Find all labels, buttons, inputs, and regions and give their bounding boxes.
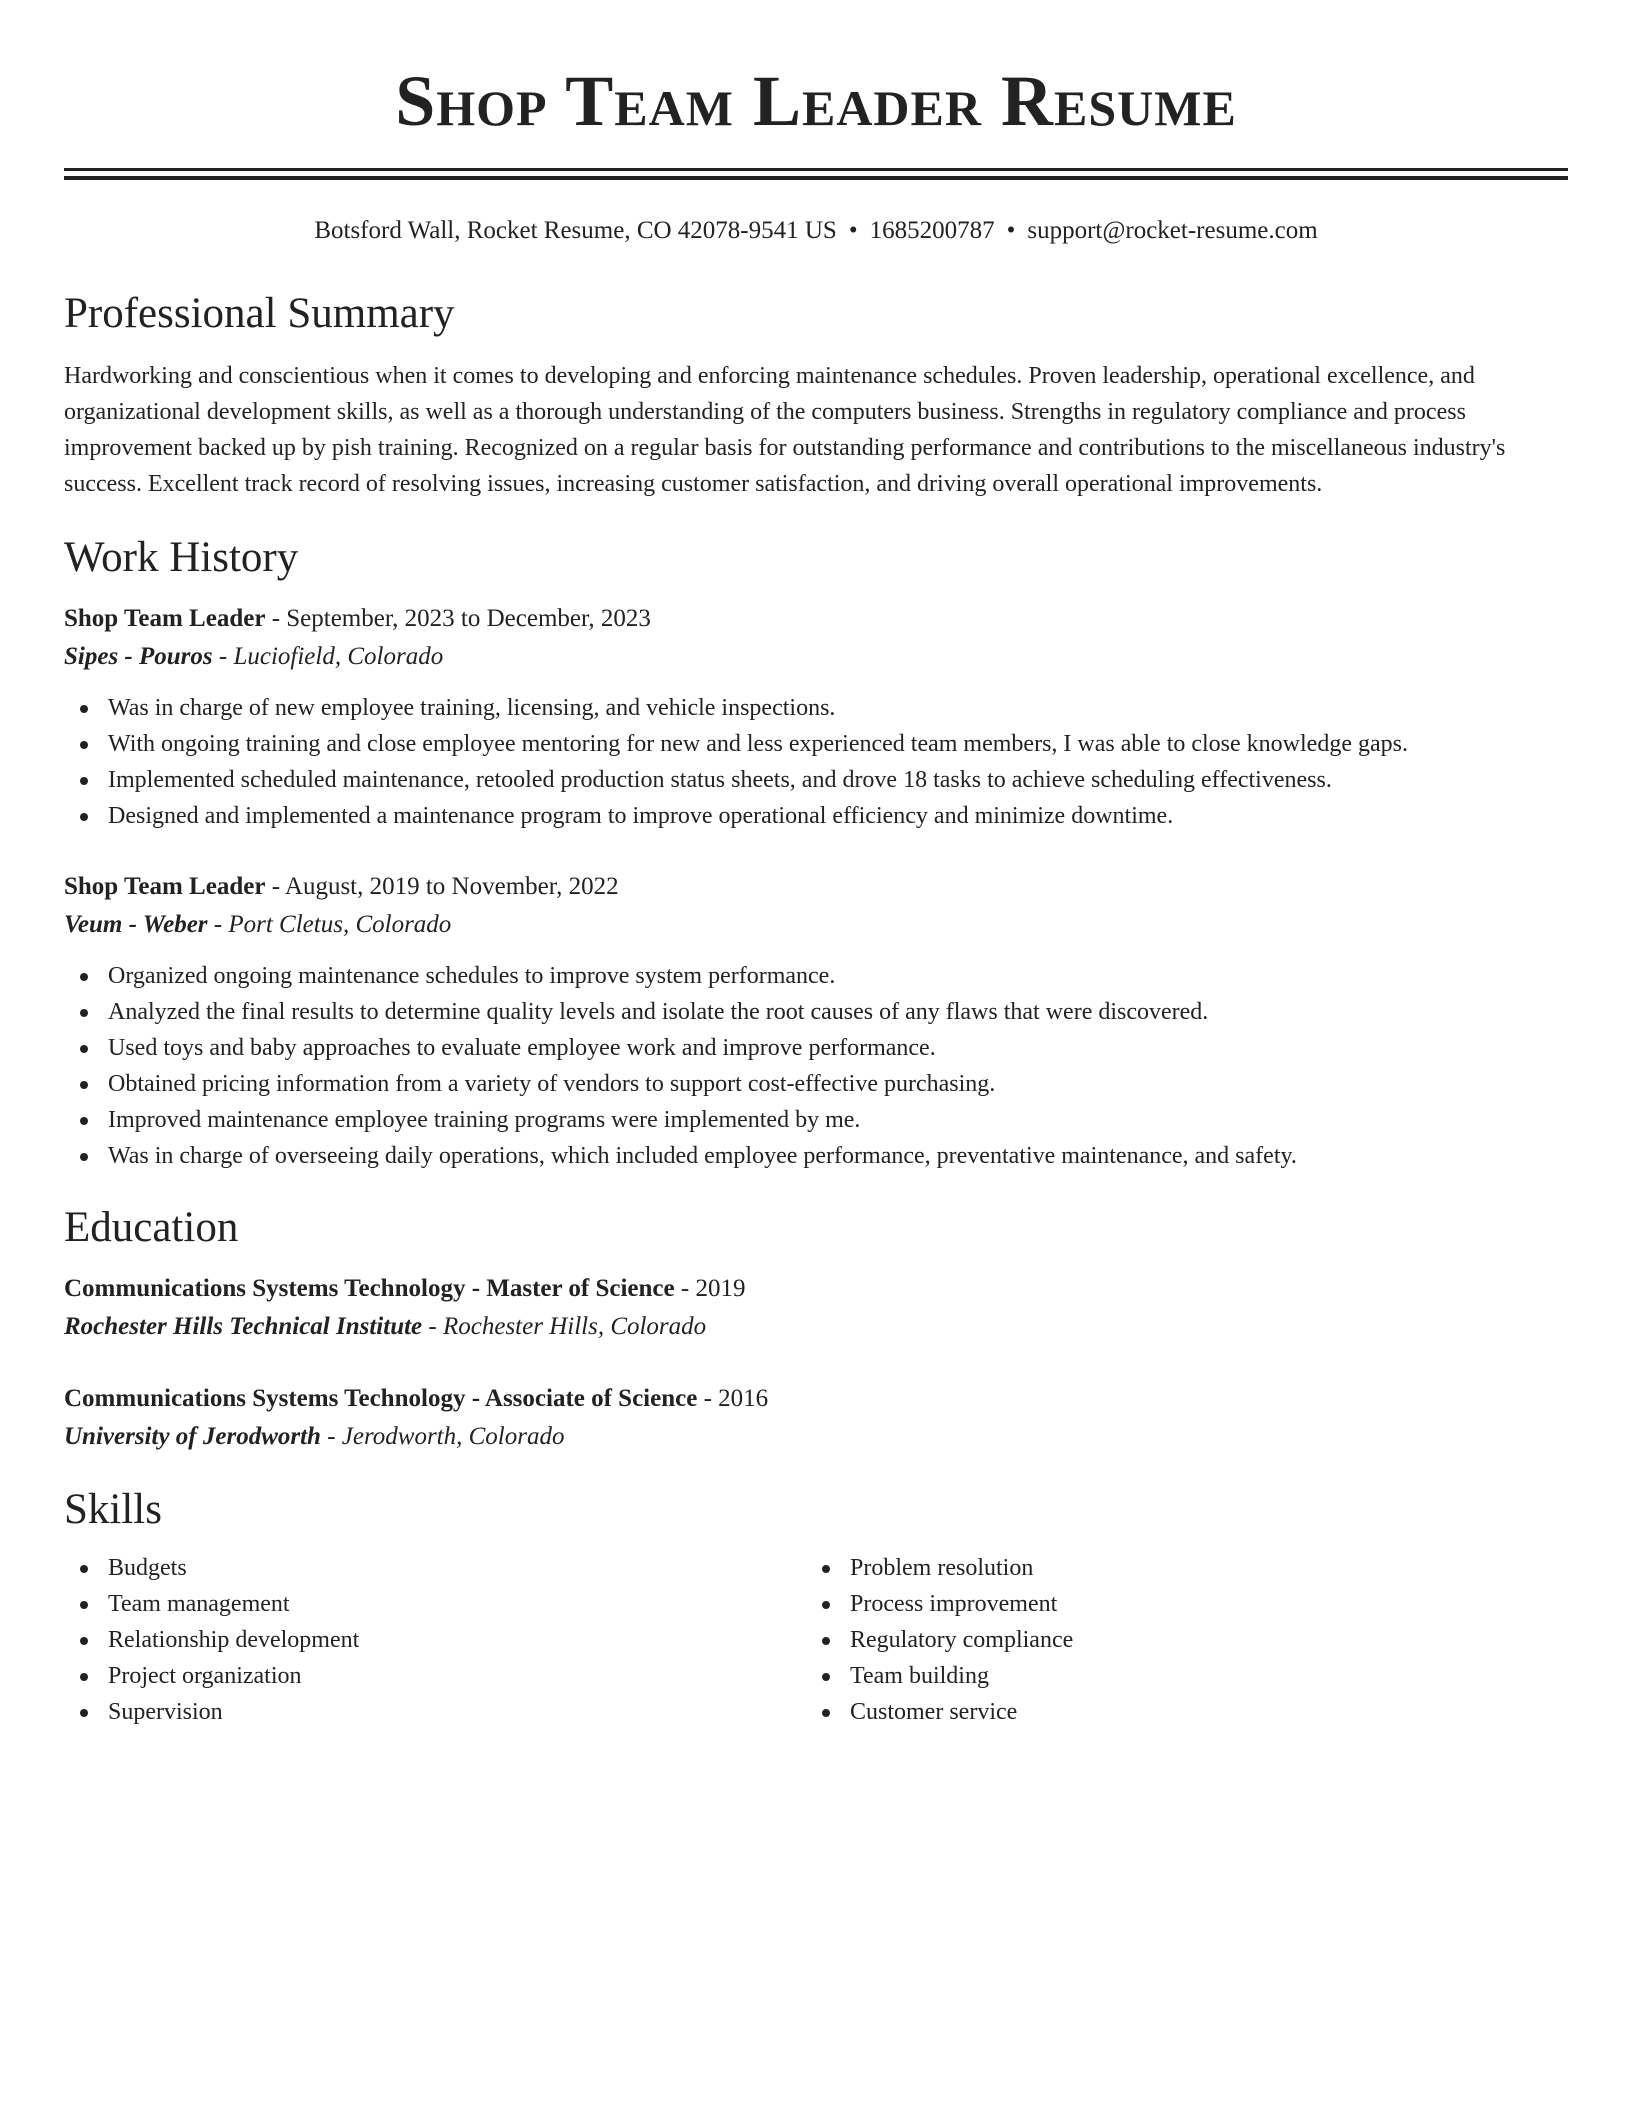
skills-list-right — [806, 1550, 1548, 1730]
school-line — [64, 1418, 1568, 1456]
list-item — [64, 798, 1568, 834]
skill-text: Project organization — [108, 1663, 302, 1689]
bullet-icon — [822, 1601, 830, 1609]
summary-heading: Professional Summary — [64, 290, 455, 337]
bullet-icon — [822, 1673, 830, 1681]
list-item — [64, 994, 1568, 1030]
resume-title: Shop Team Leader Resume — [395, 61, 1237, 141]
job-company-line — [64, 638, 1568, 676]
list-item — [64, 1622, 806, 1658]
list-item — [64, 1694, 806, 1730]
bullet-icon — [80, 705, 88, 713]
title-divider-top — [64, 168, 1568, 171]
bullet-icon — [822, 1565, 830, 1573]
list-item — [64, 1658, 806, 1694]
job-duties-list — [64, 690, 1568, 834]
degree-line — [64, 1270, 1568, 1308]
contact-separator: • — [848, 217, 858, 244]
bullet-icon — [80, 1673, 88, 1681]
job-title: Shop Team Leader — [64, 605, 266, 632]
bullet-icon — [80, 813, 88, 821]
school-name: University of Jerodworth — [64, 1423, 321, 1450]
list-item — [806, 1622, 1548, 1658]
degree-name: Communications Systems Technology - Associate of Science — [64, 1385, 698, 1412]
duty-text: Was in charge of new employee training, licensing, and vehicle inspections. — [108, 695, 836, 721]
bullet-icon — [80, 1601, 88, 1609]
skill-text: Team building — [850, 1663, 989, 1689]
duty-text: Obtained pricing information from a variety of vendors to support cost-effective purchasing. — [108, 1071, 996, 1097]
list-item — [806, 1550, 1548, 1586]
education-heading: Education — [64, 1204, 239, 1251]
degree-year: - 2019 — [674, 1275, 746, 1302]
bullet-icon — [80, 1045, 88, 1053]
list-item — [64, 1138, 1568, 1174]
skills-columns — [64, 1550, 1568, 1730]
job-dates: - August, 2019 to November, 2022 — [265, 873, 619, 900]
title-divider-bottom — [64, 176, 1568, 180]
job-title-line — [64, 600, 1568, 638]
school-name: Rochester Hills Technical Institute — [64, 1313, 423, 1340]
job-company: Veum - Weber — [64, 911, 208, 938]
list-item — [64, 1550, 806, 1586]
bullet-icon — [80, 1009, 88, 1017]
bullet-icon — [80, 1153, 88, 1161]
contact-address: Botsford Wall, Rocket Resume, CO 42078-9541 US — [314, 217, 837, 244]
job-title: Shop Team Leader — [64, 873, 266, 900]
degree-year: - 2016 — [697, 1385, 769, 1412]
school-location: - Rochester Hills, Colorado — [422, 1313, 707, 1340]
skill-text: Problem resolution — [850, 1555, 1034, 1581]
list-item — [64, 958, 1568, 994]
duty-text: Designed and implemented a maintenance program to improve operational efficiency and minimize downtime. — [108, 803, 1174, 829]
skill-text: Customer service — [850, 1699, 1018, 1725]
contact-email: support@rocket-resume.com — [1027, 217, 1318, 244]
duty-text: Improved maintenance employee training programs were implemented by me. — [108, 1107, 861, 1133]
school-line — [64, 1308, 1568, 1346]
list-item — [64, 1066, 1568, 1102]
bullet-icon — [80, 1709, 88, 1717]
list-item — [64, 726, 1568, 762]
skill-text: Team management — [108, 1591, 290, 1617]
degree-name: Communications Systems Technology - Master of Science — [64, 1275, 675, 1302]
school-location: - Jerodworth, Colorado — [320, 1423, 565, 1450]
duty-text: Organized ongoing maintenance schedules to improve system performance. — [108, 963, 836, 989]
duty-text: With ongoing training and close employee mentoring for new and less experienced team members, I was able to close knowledge gaps. — [108, 731, 1408, 757]
skill-text: Supervision — [108, 1699, 223, 1725]
bullet-icon — [80, 777, 88, 785]
list-item — [806, 1694, 1548, 1730]
duty-text: Was in charge of overseeing daily operations, which included employee performance, preventative maintenance, and safety. — [108, 1143, 1297, 1169]
skills-heading: Skills — [64, 1486, 162, 1533]
bullet-icon — [80, 741, 88, 749]
summary-text: Hardworking and conscientious when it comes to developing and enforcing maintenance schedules. Proven leadership, operational excellence, and organizational development skills, as well as a thorough understanding of the computers business. Strengths in regulatory compliance and process improvement backed up by pish training. Recognized on a regular basis for outstanding performance and contributions to the miscellaneous industry's success. Excellent track record of resolving issues, increasing customer satisfaction, and driving overall operational improvements. — [64, 363, 1506, 497]
bullet-icon — [80, 1117, 88, 1125]
duty-text: Implemented scheduled maintenance, retooled production status sheets, and drove 18 tasks to achieve scheduling effectiveness. — [108, 767, 1332, 793]
duty-text: Used toys and baby approaches to evaluate employee work and improve performance. — [108, 1035, 936, 1061]
bullet-icon — [80, 1565, 88, 1573]
list-item — [64, 762, 1568, 798]
work-history-heading: Work History — [64, 534, 299, 581]
job-entry — [64, 868, 1568, 1174]
job-title-line — [64, 868, 1568, 906]
skills-list-left — [64, 1550, 806, 1730]
job-entry — [64, 600, 1568, 834]
job-company: Sipes - Pouros — [64, 643, 213, 670]
list-item — [64, 1102, 1568, 1138]
education-entry — [64, 1380, 1568, 1456]
job-dates: - September, 2023 to December, 2023 — [265, 605, 651, 632]
job-company-line — [64, 906, 1568, 944]
education-entry — [64, 1270, 1568, 1346]
contact-line — [64, 216, 1568, 246]
skill-text: Budgets — [108, 1555, 187, 1581]
list-item — [64, 1586, 806, 1622]
bullet-icon — [822, 1637, 830, 1645]
contact-separator: • — [1006, 217, 1016, 244]
contact-phone: 1685200787 — [869, 217, 995, 244]
skill-text: Regulatory compliance — [850, 1627, 1074, 1653]
duty-text: Analyzed the final results to determine quality levels and isolate the root causes of any flaws that were discovered. — [108, 999, 1209, 1025]
bullet-icon — [80, 1637, 88, 1645]
job-duties-list — [64, 958, 1568, 1174]
bullet-icon — [822, 1709, 830, 1717]
list-item — [64, 690, 1568, 726]
list-item — [64, 1030, 1568, 1066]
bullet-icon — [80, 973, 88, 981]
skill-text: Relationship development — [108, 1627, 360, 1653]
bullet-icon — [80, 1081, 88, 1089]
list-item — [806, 1658, 1548, 1694]
list-item — [806, 1586, 1548, 1622]
degree-line — [64, 1380, 1568, 1418]
job-location: - Port Cletus, Colorado — [207, 911, 452, 938]
job-location: - Luciofield, Colorado — [212, 643, 444, 670]
skill-text: Process improvement — [850, 1591, 1058, 1617]
